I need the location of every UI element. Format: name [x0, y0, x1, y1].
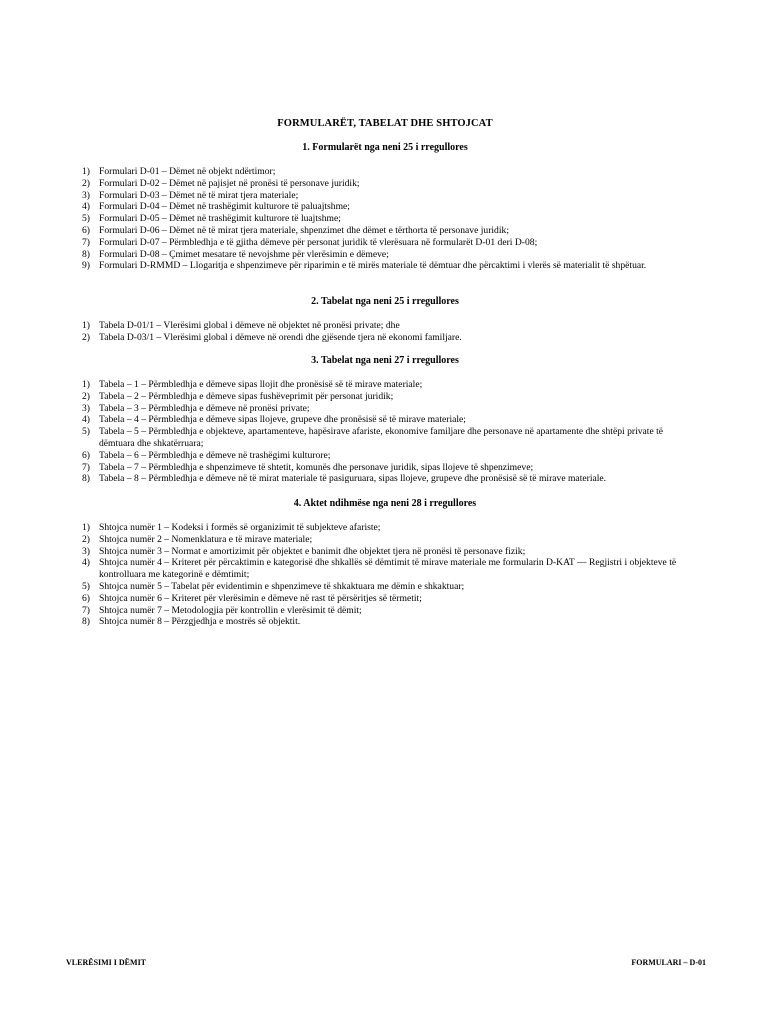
- section-forms: [82, 142, 692, 272]
- list-item-text: Tabela – 2 – Përmbledhja e dëmeve sipas fushëveprimit për personat juridik;: [99, 390, 394, 402]
- list-item-text: Tabela – 6 – Përmbledhja e dëmeve në trashëgimi kulturore;: [99, 449, 331, 461]
- list-item-number: 3): [82, 402, 90, 414]
- list-item-number: 2): [82, 177, 90, 189]
- list-item-text: Tabela – 1 – Përmbledhja e dëmeve sipas llojit dhe pronësisë së të mirave materiale;: [99, 379, 423, 390]
- list-item-number: 6): [82, 224, 90, 236]
- list-item: [82, 166, 692, 178]
- list-item: [82, 616, 692, 628]
- list-item: [82, 379, 692, 391]
- list-item: [82, 320, 692, 332]
- list-item-text: Formulari D-06 – Dëmet në të mirat tjera materiale, shpenzimet dhe dëmet e tërthorta të personave juridik;: [99, 224, 509, 236]
- list-item-text: Shtojca numër 4 – Kriteret për përcaktimin e kategorisë dhe shkallës së dëmtimit të mirave materiale me formularin D-KAT — Regjistri i objekteve të kontrolluara me kategorinë e dëmtimit;: [99, 557, 677, 581]
- list-item-number: 1): [82, 320, 90, 331]
- list-item: [82, 534, 692, 546]
- list-item-number: 8): [82, 616, 90, 628]
- list-item-text: Tabela D-01/1 – Vlerësimi global i dëmeve në objektet në pronësi private; dhe: [99, 320, 400, 331]
- list-item: [82, 332, 692, 344]
- list-item-text: Formulari D-08 – Çmimet mesatare të nevojshme për vlerësimin e dëmeve;: [99, 248, 389, 260]
- list-item: [82, 473, 692, 485]
- list-item-text: Formulari D-RMMD – Llogaritja e shpenzimeve për riparimin e të mirës materiale të dëmtuar dhe përcaktimi i vlerës së materialit të shpëtuar.: [99, 260, 647, 272]
- list-item: [82, 213, 692, 225]
- section-list: [82, 379, 692, 485]
- list-item-text: Formulari D-01 – Dëmet në objekt ndërtimor;: [99, 166, 276, 177]
- document-title: FORMULARËT, TABELAT DHE SHTOJCAT: [277, 118, 493, 129]
- footer-left-label: VLERËSIMI I DËMIT: [66, 958, 147, 967]
- list-item-text: Formulari D-04 – Dëmet në trashëgimit kulturore të paluajtshme;: [99, 201, 350, 213]
- list-item-number: 3): [82, 545, 90, 557]
- list-item-number: 5): [82, 426, 90, 438]
- list-item-text: Shtojca numër 8 – Përzgjedhja e mostrës së objektit.: [99, 616, 301, 628]
- list-item-number: 7): [82, 461, 90, 473]
- list-item: [82, 546, 692, 558]
- list-item-number: 1): [82, 379, 90, 390]
- list-item-number: 4): [82, 414, 90, 426]
- list-item-number: 2): [82, 331, 90, 343]
- list-item-number: 5): [82, 580, 90, 592]
- list-item: [82, 557, 692, 581]
- list-item: [82, 178, 692, 190]
- list-item-text: Formulari D-02 – Dëmet në pajisjet në pronësi të personave juridik;: [99, 177, 360, 189]
- list-item: [82, 237, 692, 249]
- list-item-text: Tabela – 3 – Përmbledhja e dëmeve në pronësi private;: [99, 402, 310, 414]
- list-item-text: Tabela – 7 – Përmbledhja e shpenzimeve të shtetit, komunës dhe personave juridik, sipas llojeve të shpenzimeve;: [99, 461, 534, 473]
- list-item: [82, 605, 692, 617]
- list-item: [82, 403, 692, 415]
- list-item-number: 3): [82, 189, 90, 201]
- list-item-number: 2): [82, 533, 90, 545]
- list-item: [82, 450, 692, 462]
- list-item-number: 5): [82, 213, 90, 225]
- list-item-number: 7): [82, 604, 90, 616]
- list-item-number: 1): [82, 166, 90, 177]
- list-item-number: 6): [82, 592, 90, 604]
- list-item-text: Tabela – 5 – Përmbledhja e objekteve, apartamenteve, hapësirave afariste, ekonomive familjare dhe personave në apartamente dhe shtëpi private të dëmtuara dhe shkatërruara;: [99, 426, 664, 449]
- list-item-text: Formulari D-05 – Dëmet në trashëgimit kulturore të luajtshme;: [99, 213, 341, 225]
- list-item-text: Shtojca numër 5 – Tabelat për evidentimin e shpenzimeve të shkaktuara me dëmin e shkaktuar;: [99, 580, 465, 592]
- list-item-text: Tabela – 8 – Përmbledhja e dëmeve në të mirat materiale të pasiguruara, sipas llojeve, grupeve dhe pronësisë së të mirave materiale.: [99, 473, 607, 485]
- list-item-text: Tabela – 4 – Përmbledhja e dëmeve sipas llojeve, grupeve dhe pronësisë së të mirave materiale;: [99, 414, 466, 426]
- list-item-number: 4): [82, 557, 90, 569]
- list-item-text: Formulari D-07 – Përmbledhja e të gjitha dëmeve për personat juridik të vlerësuara në formularët D-01 deri D-08;: [99, 236, 538, 248]
- list-item: [82, 414, 692, 426]
- list-item: [82, 593, 692, 605]
- list-item-text: Shtojca numër 7 – Metodologjia për kontrollin e vlerësimit të dëmit;: [99, 604, 362, 616]
- list-item-number: 8): [82, 473, 90, 485]
- section-appendices: [82, 498, 692, 628]
- list-item: [82, 426, 692, 450]
- section-tables-25: [82, 296, 692, 344]
- list-item-number: 8): [82, 248, 90, 260]
- list-item: [82, 391, 692, 403]
- list-item: [82, 225, 692, 237]
- list-item-text: Shtojca numër 3 – Normat e amortizimit për objektet e banimit dhe objektet tjera në pronësi të personave fizik;: [99, 545, 526, 557]
- list-item-number: 1): [82, 522, 90, 533]
- list-item: [82, 522, 692, 534]
- list-item-number: 2): [82, 390, 90, 402]
- list-item-number: 6): [82, 449, 90, 461]
- list-item-text: Shtojca numër 6 – Kriteret për vlerësimin e dëmeve në rast të përsëritjes së tërmetit;: [99, 592, 422, 604]
- section-list: [82, 522, 692, 628]
- list-item: [82, 581, 692, 593]
- section-heading: 1. Formularët nga neni 25 i rregullores: [302, 142, 468, 153]
- list-item: [82, 190, 692, 202]
- section-tables-27: [82, 355, 692, 485]
- list-item: [82, 260, 692, 272]
- list-item-number: 9): [82, 260, 90, 272]
- section-heading: 3. Tabelat nga neni 27 i rregullores: [311, 355, 459, 366]
- section-list: [82, 166, 692, 272]
- section-heading: 2. Tabelat nga neni 25 i rregullores: [311, 296, 459, 307]
- list-item-number: 4): [82, 201, 90, 213]
- list-item-text: Shtojca numër 2 – Nomenklatura e të mirave materiale;: [99, 533, 313, 545]
- list-item-number: 7): [82, 236, 90, 248]
- footer-right-label: FORMULARI – D-01: [631, 958, 706, 967]
- list-item: [82, 462, 692, 474]
- list-item-text: Shtojca numër 1 – Kodeksi i formës së organizimit të subjekteve afariste;: [99, 522, 381, 533]
- list-item-text: Tabela D-03/1 – Vlerësimi global i dëmeve në orendi dhe gjësende tjera në ekonomi familjare.: [99, 331, 462, 343]
- list-item: [82, 201, 692, 213]
- section-list: [82, 320, 692, 344]
- list-item: [82, 249, 692, 261]
- section-heading: 4. Aktet ndihmëse nga neni 28 i rregullores: [293, 498, 477, 509]
- list-item-text: Formulari D-03 – Dëmet në të mirat tjera materiale;: [99, 189, 299, 201]
